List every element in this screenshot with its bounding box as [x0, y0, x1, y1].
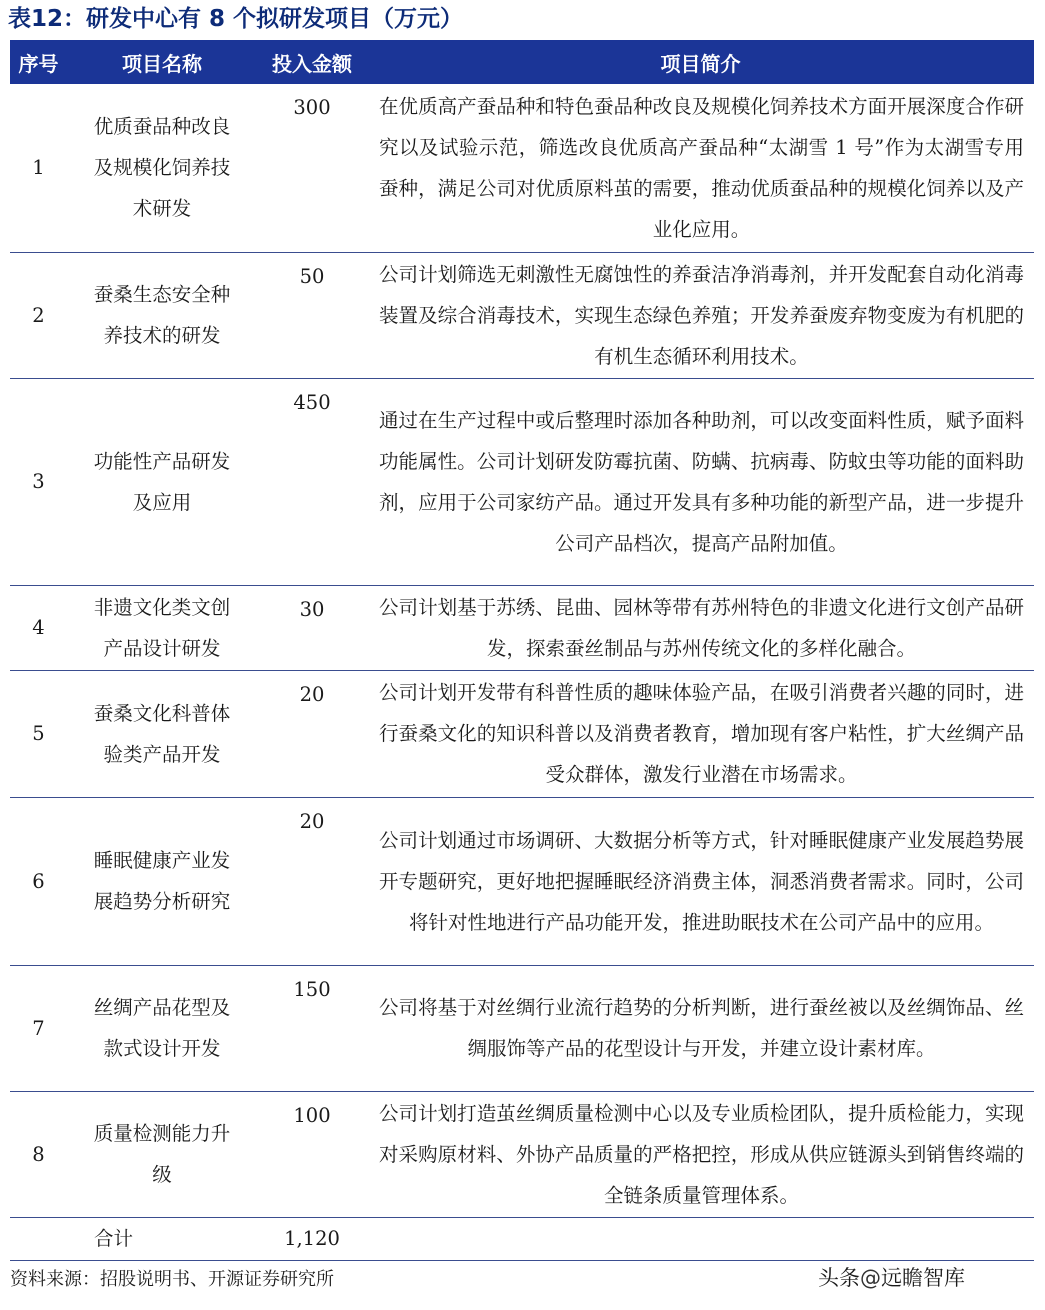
total-label: 合计 [10, 1217, 257, 1260]
row-no: 5 [10, 670, 67, 797]
table-row [10, 378, 1034, 585]
row-desc: 公司将基于对丝绸行业流行趋势的分析判断，进行蚕丝被以及丝绸饰品、丝绸服饰等产品的花型设计与开发，并建立设计素材库。 [367, 965, 1034, 1091]
row-desc: 公司计划基于苏绣、昆曲、园林等带有苏州特色的非遗文化进行文创产品研发，探索蚕丝制品与苏州传统文化的多样化融合。 [367, 585, 1034, 670]
row-name: 功能性产品研发及应用 [67, 378, 257, 585]
row-name: 蚕桑生态安全种养技术的研发 [67, 252, 257, 378]
watermark-name: 远瞻智库 [881, 1266, 965, 1290]
row-desc: 公司计划通过市场调研、大数据分析等方式，针对睡眠健康产业发展趋势展开专题研究，更好地把握睡眠经济消费主体，洞悉消费者需求。同时，公司将针对性地进行产品功能开发，推进助眠技术在公司产品中的应用。 [367, 797, 1034, 965]
total-amount: 1,120 [257, 1217, 367, 1260]
row-amount: 30 [257, 585, 367, 670]
row-name: 蚕桑文化科普体验类产品开发 [67, 670, 257, 797]
table-row [10, 585, 1034, 670]
row-amount: 20 [257, 670, 367, 797]
row-name: 优质蚕品种改良及规模化饲养技术研发 [67, 84, 257, 252]
row-amount: 100 [257, 1091, 367, 1217]
row-no: 7 [10, 965, 67, 1091]
table-title: 表12：研发中心有 8 个拟研发项目（万元） [8, 6, 464, 32]
total-desc-empty [367, 1217, 1034, 1260]
table-row [10, 84, 1034, 252]
row-name: 丝绸产品花型及款式设计开发 [67, 965, 257, 1091]
header-desc: 项目简介 [367, 40, 1034, 84]
table-row [10, 797, 1034, 965]
row-amount: 150 [257, 965, 367, 1091]
row-no: 2 [10, 252, 67, 378]
header-name: 项目名称 [67, 40, 257, 84]
watermark-prefix: 头条 [818, 1266, 860, 1290]
table-row [10, 1091, 1034, 1217]
row-no: 8 [10, 1091, 67, 1217]
row-no: 3 [10, 378, 67, 585]
watermark-at: @ [860, 1266, 881, 1290]
row-no: 1 [10, 84, 67, 252]
row-no: 6 [10, 797, 67, 965]
row-desc: 公司计划打造茧丝绸质量检测中心以及专业质检团队，提升质检能力，实现对采购原材料、外协产品质量的严格把控，形成从供应链源头到销售终端的全链条质量管理体系。 [367, 1091, 1034, 1217]
total-row [10, 1217, 1034, 1260]
watermark [818, 1258, 965, 1298]
row-amount: 300 [257, 84, 367, 252]
row-amount: 50 [257, 252, 367, 378]
source-note: 资料来源：招股说明书、开源证券研究所 [10, 1269, 334, 1290]
rd-projects-table [10, 40, 1034, 1261]
row-name: 非遗文化类文创产品设计研发 [67, 585, 257, 670]
row-amount: 20 [257, 797, 367, 965]
row-desc: 在优质高产蚕品种和特色蚕品种改良及规模化饲养技术方面开展深度合作研究以及试验示范，筛选改良优质高产蚕品种“太湖雪 1 号”作为太湖雪专用蚕种，满足公司对优质原料茧的需要，推动优质蚕品种的规模化饲养以及产业化应用。 [367, 84, 1034, 252]
row-amount: 450 [257, 378, 367, 585]
header-no: 序号 [10, 40, 67, 84]
table-row [10, 670, 1034, 797]
table-row [10, 965, 1034, 1091]
row-desc: 公司计划筛选无刺激性无腐蚀性的养蚕洁净消毒剂，并开发配套自动化消毒装置及综合消毒技术，实现生态绿色养殖；开发养蚕废弃物变废为有机肥的有机生态循环利用技术。 [367, 252, 1034, 378]
row-name: 质量检测能力升级 [67, 1091, 257, 1217]
table-row [10, 252, 1034, 378]
row-desc: 公司计划开发带有科普性质的趣味体验产品，在吸引消费者兴趣的同时，进行蚕桑文化的知识科普以及消费者教育，增加现有客户粘性，扩大丝绸产品受众群体，激发行业潜在市场需求。 [367, 670, 1034, 797]
table-header-row [10, 40, 1034, 84]
row-desc: 通过在生产过程中或后整理时添加各种助剂，可以改变面料性质，赋予面料功能属性。公司计划研发防霉抗菌、防螨、抗病毒、防蚊虫等功能的面料助剂，应用于公司家纺产品。通过开发具有多种功能的新型产品，进一步提升公司产品档次，提高产品附加值。 [367, 378, 1034, 585]
row-name: 睡眠健康产业发展趋势分析研究 [67, 797, 257, 965]
header-amount: 投入金额 [257, 40, 367, 84]
row-no: 4 [10, 585, 67, 670]
